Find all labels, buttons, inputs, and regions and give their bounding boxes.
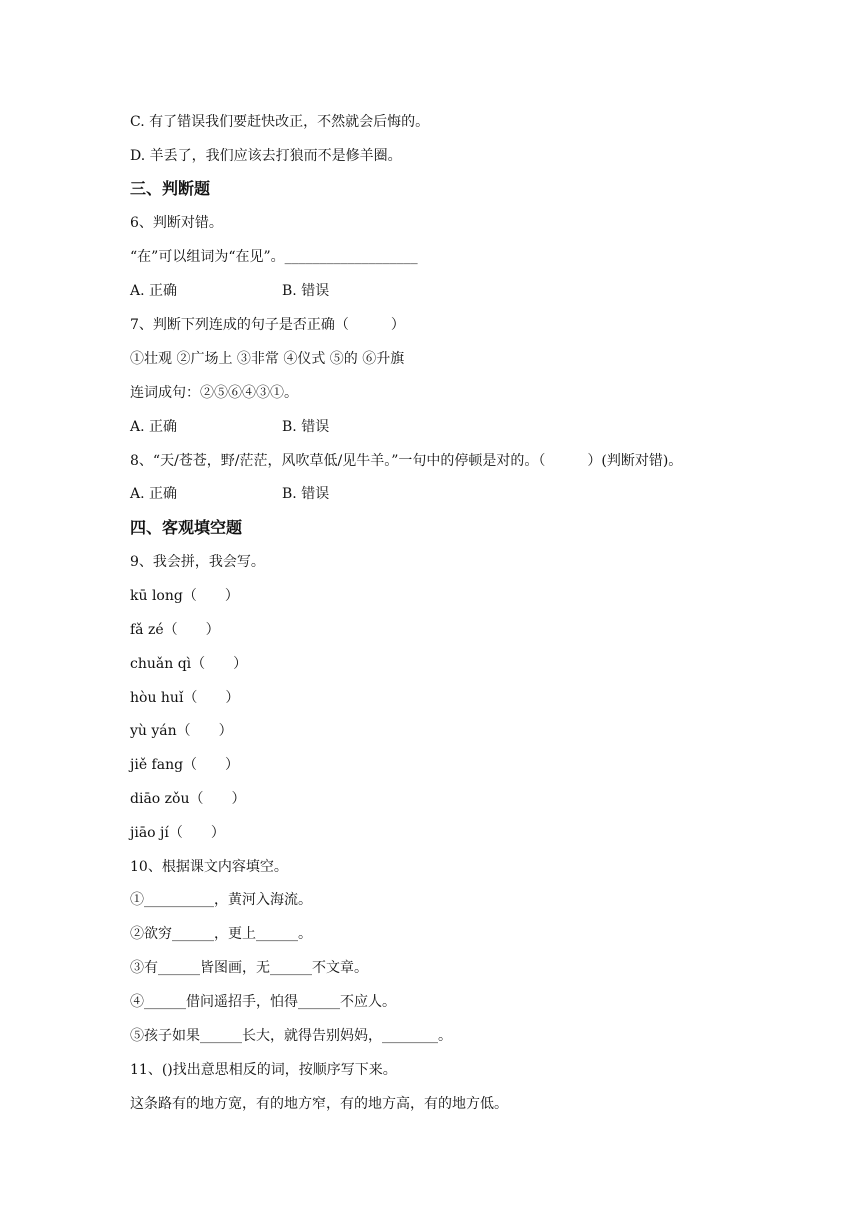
q5-option-d: D. 羊丢了，我们应该去打狼而不是修羊圈。 [130,148,402,164]
q6-prompt: 6、判断对错。 [130,215,223,231]
q7-answer: 连词成句：②⑤⑥④③①。 [130,385,298,401]
q7-prompt: 7、判断下列连成的句子是否正确（ ） [130,317,405,333]
q6-option-a: A. 正确 [130,283,178,299]
q6-statement: “在”可以组词为“在见”。___________________ [130,249,418,265]
q5-option-c: C. 有了错误我们要赶快改正，不然就会后悔的。 [130,114,430,130]
q11-prompt: 11、()找出意思相反的词，按顺序写下来。 [130,1062,397,1078]
q7-option-b: B. 错误 [282,419,330,435]
pinyin-item: chuǎn qì（ ） [130,656,248,672]
q8-option-a: A. 正确 [130,486,178,502]
q8-option-b: B. 错误 [282,486,330,502]
fill-item: ④______借问遥招手，怕得______不应人。 [130,994,396,1010]
pinyin-item: jiě fang（ ） [130,757,240,773]
section-3-heading: 三、判断题 [130,179,211,198]
pinyin-item: kū long（ ） [130,588,239,604]
section-4-heading: 四、客观填空题 [130,518,243,537]
pinyin-item: hòu huǐ（ ） [130,690,240,706]
q10-prompt: 10、根据课文内容填空。 [130,859,288,875]
q6-option-b: B. 错误 [282,283,330,299]
fill-item: ③有______皆图画，无______不文章。 [130,960,368,976]
fill-item: ①__________，黄河入海流。 [130,892,312,908]
q11-sentence: 这条路有的地方宽，有的地方窄，有的地方高，有的地方低。 [130,1096,508,1112]
fill-item: ②欲穷______，更上______。 [130,926,312,942]
pinyin-item: jiāo jí（ ） [130,825,225,841]
pinyin-item: fǎ zé（ ） [130,622,220,638]
q7-words: ①壮观 ②广场上 ③非常 ④仪式 ⑤的 ⑥升旗 [130,351,405,367]
pinyin-item: diāo zǒu（ ） [130,791,246,807]
q8-prompt: 8、“天/苍苍，野/茫茫，风吹草低/见牛羊。”一句中的停顿是对的。（ ）(判断对错)。 [130,453,683,469]
q7-option-a: A. 正确 [130,419,178,435]
pinyin-item: yù yán（ ） [130,723,233,739]
fill-item: ⑤孩子如果______长大，就得告别妈妈，________。 [130,1028,452,1044]
q9-prompt: 9、我会拼，我会写。 [130,554,265,570]
